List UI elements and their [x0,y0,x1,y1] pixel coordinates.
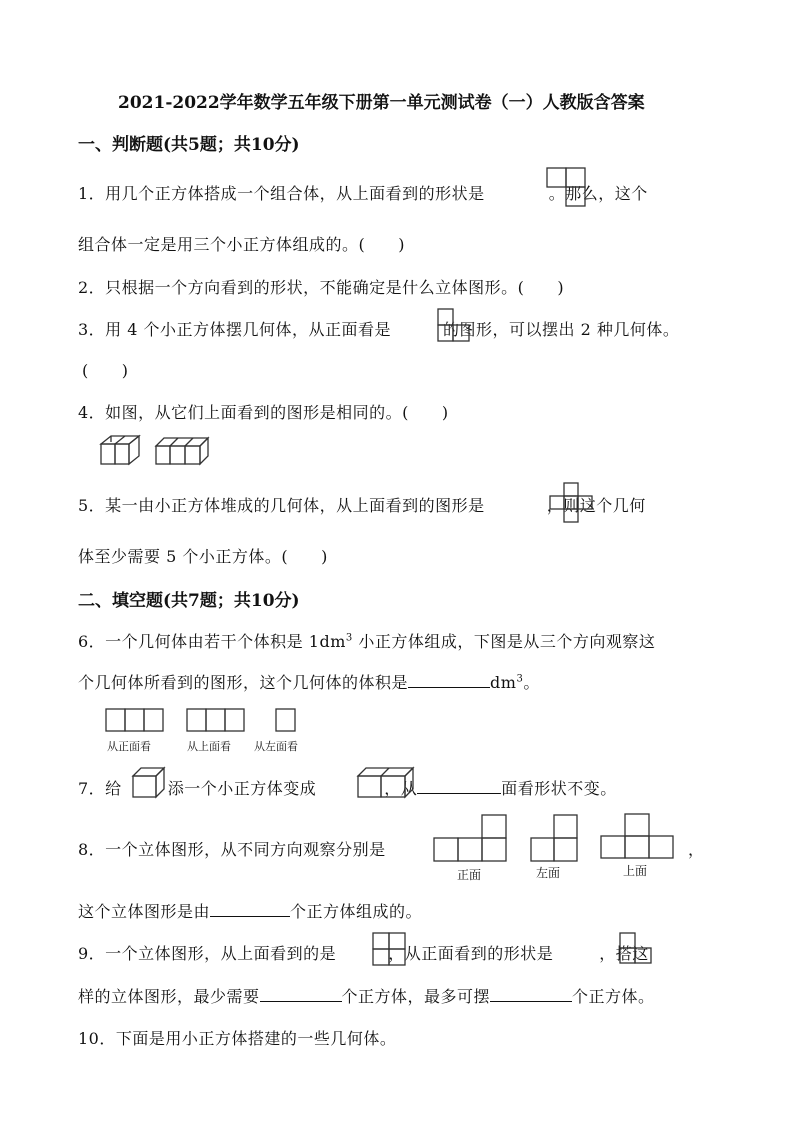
section-heading-fill-in: 二、填空题(共7题；共10分) [78,591,300,611]
front-view-small-l-icon [619,932,655,968]
question-9-text-d: 样的立体图形，最少需要 [78,987,260,1006]
section-heading-true-false: 一、判断题(共5题；共10分) [78,135,300,155]
cross-shape-icon [549,482,595,524]
single-cube-icon [131,766,167,800]
question-4: 4．如图，从它们上面看到的图形是相同的。( ) [78,403,449,422]
question-7-text-a: 7．给 [78,779,122,798]
view-figures-icon [105,708,305,734]
question-6-line-2 [78,670,540,693]
question-8-text-b: 这个立体图形是由 [78,902,211,921]
question-5-line-2: 体至少需要 5 个小正方体。( ) [78,547,328,566]
question-8-text-c: 个正方体组成的。 [290,902,423,921]
question-10: 10．下面是用小正方体搭建的一些几何体。 [78,1029,397,1048]
question-1-line-2: 组合体一定是用三个小正方体组成的。( ) [78,235,405,254]
question-2: 2．只根据一个方向看到的形状，不能确定是什么立体图形。( ) [78,278,565,297]
question-5-text-a: 5．某一由小正方体堆成的几何体，从上面看到的图形是 [78,496,485,515]
question-6-sup-1: 3 [345,632,353,644]
question-5-text-b: ，则这个几何 [546,496,646,515]
question-9-text-a: 9．一个立体图形，从上面看到的是 [78,944,337,963]
question-9-line-1 [78,941,649,964]
three-views-icon [432,808,682,864]
caption-front-view: 从正面看 [107,740,151,753]
question-6-text-c: 个几何体所看到的图形，这个几何体的体积是 [78,673,409,692]
caption-top: 上面 [623,864,648,878]
question-6-text-b: 小正方体组成，下图是从三个方向观察这 [352,632,656,651]
question-6-answer-blank[interactable] [408,673,490,688]
question-3-line-2: ( ) [82,361,129,380]
question-6-line-1 [78,629,655,652]
question-8-answer-blank[interactable] [210,902,290,917]
question-9-line-2 [78,984,655,1007]
question-9-text-b: ，从正面看到的形状是 [388,944,554,963]
caption-top-view: 从上面看 [187,740,231,753]
question-3-text-b: 的图形，可以摆出 2 种几何体。 [443,320,680,339]
question-8-line-1 [78,837,386,860]
question-6-sup-2: 3 [516,673,524,685]
question-8-text-a: 8．一个立体图形，从不同方向观察分别是 [78,840,386,859]
top-view-l-shape-icon [546,167,586,209]
question-6-end: 。 [523,673,540,692]
top-view-square-icon [372,932,410,968]
question-8-comma: ， [688,840,705,859]
question-9-answer-blank-min[interactable] [260,987,342,1002]
caption-left-view: 从左面看 [254,740,298,753]
question-1-text-a: 1．用几个正方体搭成一个组合体，从上面看到的形状是 [78,184,485,203]
question-7-text-d: 面看形状不变。 [501,779,617,798]
question-1-text-b: 。那么，这个 [548,184,648,203]
question-7-text-c: ，从 [384,779,418,798]
caption-left: 左面 [536,866,561,880]
question-7-answer-blank[interactable] [417,779,501,794]
question-7-text-b: 添一个小正方体变成 [167,779,317,798]
question-3-line-1 [78,317,679,340]
question-9-text-c: ，搭这 [599,944,649,963]
question-9-text-f: 个正方体。 [572,987,655,1006]
question-9-text-e: 个正方体，最多可摆 [341,987,491,1006]
question-6-text-a: 6．一个几何体由若干个体积是 1dm [78,632,346,651]
question-3-text-a: 3．用 4 个小正方体摆几何体，从正面看是 [78,320,392,339]
question-9-answer-blank-max[interactable] [490,987,572,1002]
caption-front: 正面 [457,868,482,882]
two-cube-groups-icon [98,432,210,468]
question-8-line-2 [78,899,422,922]
page-title: 2021-2022学年数学五年级下册第一单元测试卷（一）人教版含答案 [118,93,645,113]
question-6-unit: dm [490,673,517,692]
front-view-l-shape-icon [437,308,471,344]
two-cubes-icon [356,766,416,800]
